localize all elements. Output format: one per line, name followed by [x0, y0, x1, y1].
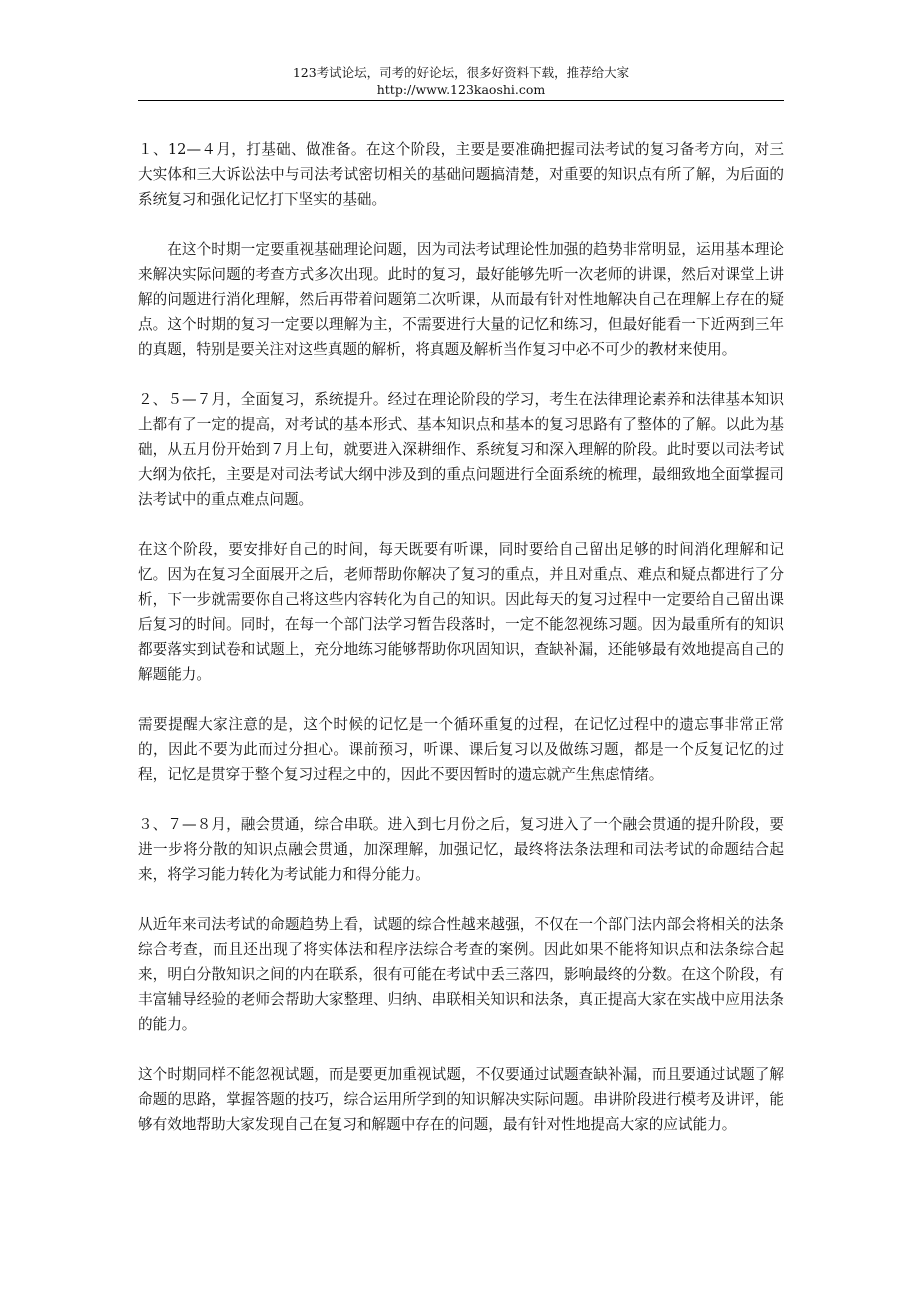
paragraph-spacer	[138, 212, 784, 237]
paragraph-spacer	[138, 787, 784, 812]
document-body	[138, 137, 784, 1137]
paragraph-spacer	[138, 362, 784, 387]
paragraph-spacer	[138, 512, 784, 537]
paragraph-spacer	[138, 687, 784, 712]
header-url: http://www.123kaoshi.com	[376, 82, 546, 97]
paragraph-stage-2: ２、５—７月，全面复习，系统提升。经过在理论阶段的学习，考生在法律理论素养和法律基本知识上都有了一定的提高，对考试的基本形式、基本知识点和基本的复习思路有了整体的了解。以此为基础，从五月份开始到７月上旬，就要进入深耕细作、系统复习和深入理解的阶段。此时要以司法考试大纲为依托，主要是对司法考试大纲中涉及到的重点问题进行全面系统的梳理，最细致地全面掌握司法考试中的重点难点问题。	[138, 391, 784, 508]
paragraph-stage-3-trend: 从近年来司法考试的命题趋势上看，试题的综合性越来越强，不仅在一个部门法内部会将相关的法条综合考查，而且还出现了将实体法和程序法综合考查的案例。因此如果不能将知识点和法条综合起来，明白分散知识之间的内在联系，很有可能在考试中丢三落四，影响最终的分数。在这个阶段，有丰富辅导经验的老师会帮助大家整理、归纳、串联相关知识和法条，真正提高大家在实战中应用法条的能力。	[138, 916, 784, 1033]
paragraph-spacer	[138, 1037, 784, 1062]
paragraph-spacer	[138, 887, 784, 912]
header-slogan: 123考试论坛，司考的好论坛，很多好资料下载，推荐给大家	[292, 65, 630, 80]
header-divider	[138, 100, 784, 101]
paragraph-stage-1-detail: 在这个时期一定要重视基础理论问题，因为司法考试理论性加强的趋势非常明显，运用基本理论来解决实际问题的考查方式多次出现。此时的复习，最好能够先听一次老师的讲课，然后对课堂上讲解的问题进行消化理解，然后再带着问题第二次听课，从而最有针对性地解决自己在理解上存在的疑点。这个时期的复习一定要以理解为主，不需要进行大量的记忆和练习，但最好能看一下近两到三年的真题，特别是要关注对这些真题的解析，将真题及解析当作复习中必不可少的教材来使用。	[138, 241, 784, 358]
paragraph-stage-3-practice: 这个时期同样不能忽视试题，而是要更加重视试题，不仅要通过试题查缺补漏，而且要通过试题了解命题的思路，掌握答题的技巧，综合运用所学到的知识解决实际问题。串讲阶段进行模考及讲评，能够有效地帮助大家发现自己在复习和解题中存在的问题，最有针对性地提高大家的应试能力。	[138, 1066, 784, 1133]
paragraph-stage-2-detail: 在这个阶段，要安排好自己的时间，每天既要有听课，同时要给自己留出足够的时间消化理解和记忆。因为在复习全面展开之后，老师帮助你解决了复习的重点，并且对重点、难点和疑点都进行了分析，下一步就需要你自己将这些内容转化为自己的知识。因此每天的复习过程中一定要给自己留出课后复习的时间。同时，在每一个部门法学习暂告段落时，一定不能忽视练习题。因为最重所有的知识都要落实到试卷和试题上，充分地练习能够帮助你巩固知识，查缺补漏，还能够最有效地提高自己的解题能力。	[138, 541, 784, 683]
paragraph-stage-3: ３、７—８月，融会贯通，综合串联。进入到七月份之后，复习进入了一个融会贯通的提升阶段，要进一步将分散的知识点融会贯通，加深理解，加强记忆，最终将法条法理和司法考试的命题结合起来，将学习能力转化为考试能力和得分能力。	[138, 816, 784, 883]
paragraph-stage-2-memory: 需要提醒大家注意的是，这个时候的记忆是一个循环重复的过程，在记忆过程中的遗忘事非常正常的，因此不要为此而过分担心。课前预习，听课、课后复习以及做练习题，都是一个反复记忆的过程，记忆是贯穿于整个复习过程之中的，因此不要因暂时的遗忘就产生焦虑情绪。	[138, 716, 784, 783]
paragraph-stage-1: １、12—４月，打基础、做准备。在这个阶段，主要是要准确把握司法考试的复习备考方向，对三大实体和三大诉讼法中与司法考试密切相关的基础问题搞清楚，对重要的知识点有所了解，为后面的系统复习和强化记忆打下坚实的基础。	[138, 141, 784, 208]
page-header	[138, 64, 784, 98]
